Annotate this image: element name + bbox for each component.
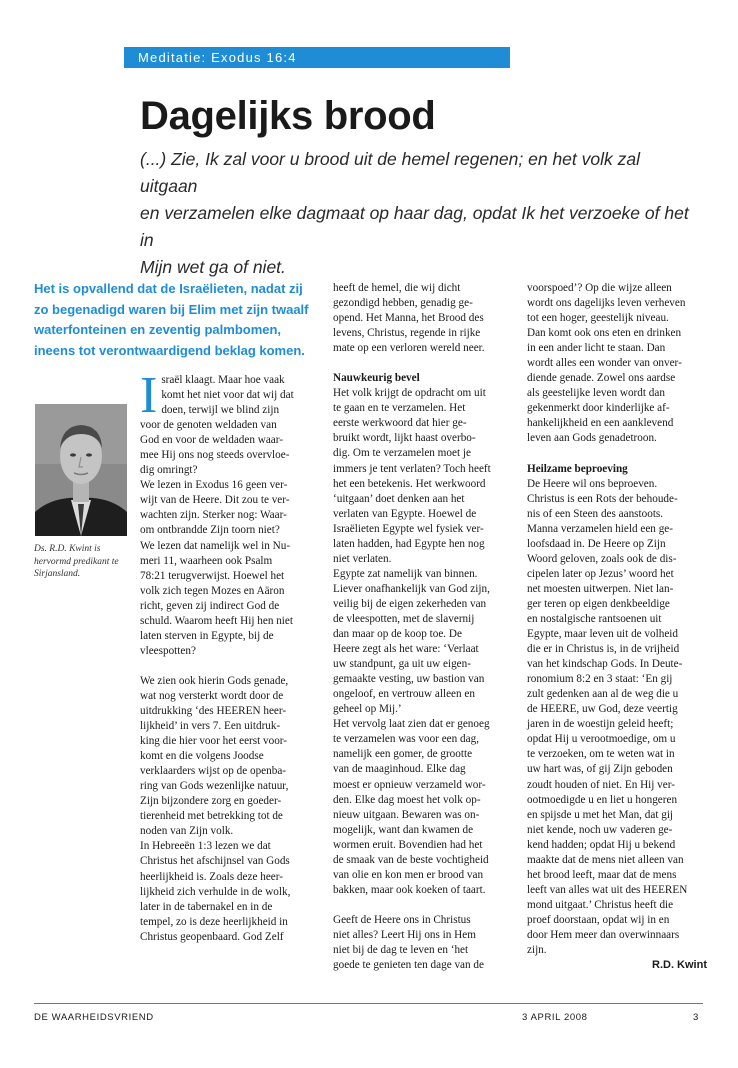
text-line: Het vervolg laat zien dat er genoeg: [333, 718, 490, 731]
text-line: komt en die volgens Joodse: [140, 750, 264, 763]
text-line: Dan komt ook ons eten en drinken: [527, 327, 682, 340]
text-line: geheel op Mij.’: [333, 703, 402, 716]
text-line: heerlijkheid is. Zoals deze heer-: [140, 870, 283, 883]
text-line: te verzamelen was voor een dag,: [333, 733, 479, 746]
text-line: wijt van de Heere. Dit zou te ver-: [140, 494, 290, 507]
text-line: verlaten van Egypte. Hoewel de: [333, 507, 477, 520]
drop-cap: I: [140, 367, 158, 424]
text-line: meri 11, waarheen ook Psalm: [140, 554, 273, 567]
text-line: God en voor de weldaden waar-: [140, 434, 283, 447]
text-line: niet bij de dag te leven en ‘het: [333, 943, 469, 956]
text-line: eerste werkwoord dat hier ge-: [333, 417, 467, 430]
text-line: wordt ons dagelijks leven verheven: [527, 297, 686, 310]
text-line: Geeft de Heere ons in Christus: [333, 913, 471, 926]
text-line: leeft van alles wat uit des HEEREN: [527, 883, 688, 896]
article-title: Dagelijks brood: [140, 94, 436, 138]
text-line: Egypte zat namelijk van binnen.: [333, 567, 478, 580]
paragraph: [527, 477, 707, 959]
text-line: ongeloof, en vertrouw alleen en: [333, 688, 475, 701]
text-line: maakte dat de mens niet alleen van: [527, 853, 684, 866]
text-line: vleespotten?: [140, 644, 196, 657]
caption-line: Sirjansland.: [34, 569, 81, 579]
page-number: 3: [693, 1012, 699, 1023]
text-line: proef doorstaan, opdat wij in en: [527, 913, 670, 926]
text-line: wat nog versterkt wordt door de: [140, 689, 284, 702]
text-line: het een betekenis. Het werkwoord: [333, 477, 486, 490]
text-line: door Hem meer dan overwinnaars: [527, 928, 680, 941]
text-line: levens, Christus, regende in rijke: [333, 327, 481, 340]
text-line: ronomium 8:2 en 3 staat: ‘En gij: [527, 673, 673, 686]
lead-line: Het is opvallend dat de Israëlieten, nadat zij: [34, 281, 303, 296]
caption-line: hervormd predikant te: [34, 556, 119, 567]
text-line: king die hier voor het eerst voor-: [140, 735, 288, 748]
text-line: In Hebreeën 1:3 lezen we dat: [140, 840, 271, 853]
article-column-2: [333, 281, 513, 973]
text-line: Christus het afschijnsel van Gods: [140, 855, 290, 868]
text-line: zoudt houden of niet. En Hij ver-: [527, 778, 675, 791]
text-line: die er in Christus is, in de vrijheid: [527, 643, 680, 656]
text-line: Israëlieten Egypte wel fysiek ver-: [333, 522, 484, 535]
subtitle-line: (...) Zie, Ik zal voor u brood uit de hemel regenen; en het volk zal uitgaan: [140, 149, 640, 196]
text-line: om ontbrandde Zijn toorn niet?: [140, 524, 280, 537]
text-line: schuld. Waarom heeft Hij hen niet: [140, 614, 293, 627]
text-line: De Heere wil ons beproeven.: [527, 477, 658, 490]
text-line: doen, terwijl we blind zijn: [161, 404, 280, 417]
text-line: namelijk een gomer, de grootte: [333, 748, 473, 761]
text-line: de HEERE, uw God, deze veertig: [527, 703, 678, 716]
text-line: noden van Zijn volk.: [140, 825, 234, 838]
text-line: Christus is een Rots der behoude-: [527, 492, 678, 505]
text-line: bruikt wordt, lijkt haast overbo-: [333, 432, 476, 445]
text-line: den. Elke dag moest het volk op-: [333, 793, 481, 806]
author-portrait-illustration: [35, 404, 127, 536]
text-line: dig. Om te verzamelen moet je: [333, 447, 471, 460]
text-line: loofsdaad in. De Heere op Zijn: [527, 537, 666, 550]
text-line: laten sterven in Egypte, bij de: [140, 629, 274, 642]
text-line: moest er opnieuw verzameld wor-: [333, 778, 486, 791]
text-line: wordt alles een wonder van onver-: [527, 357, 682, 370]
text-line: gezondigd hebben, genadig ge-: [333, 297, 473, 310]
text-line: diende genade. Zowel ons aardse: [527, 372, 676, 385]
text-line: als geestelijke leven wordt dan: [527, 387, 665, 400]
text-line: Liever onafhankelijk van God zijn,: [333, 582, 490, 595]
text-line: mogelijk, want dan kwamen de: [333, 823, 474, 836]
text-line: voorspoed’? Op die wijze alleen: [527, 282, 672, 294]
text-line: We lezen in Exodus 16 geen ver-: [140, 479, 288, 492]
paragraph: [333, 913, 513, 973]
paragraph: [333, 386, 513, 898]
footer-date: 3 APRIL 2008: [522, 1012, 588, 1023]
text-line: niet kende, noch uw vaderen ge-: [527, 823, 673, 836]
text-line: kend hadden; opdat Hij u bekend: [527, 838, 676, 851]
text-line: zijn.: [527, 944, 547, 957]
text-line: ootmoedigde u en liet u hongeren: [527, 793, 678, 806]
text-line: Manna verzamelen hield een ge-: [527, 522, 673, 535]
text-line: tierenheid met betrekking tot de: [140, 810, 283, 823]
text-line: te verzoeken, om te weten wat in: [527, 748, 675, 761]
text-line: ring van Gods wezenlijke natuur,: [140, 780, 289, 793]
text-line: laten hadden, had Egypte hen nog: [333, 537, 485, 550]
text-line: Egypte, maar leven uit de volheid: [527, 628, 678, 641]
text-line: 78:21 terugverwijst. Hoewel het: [140, 569, 285, 582]
text-line: heeft de hemel, die wij dicht: [333, 282, 461, 294]
text-line: We lezen dat namelijk wel in Nu-: [140, 539, 291, 552]
text-line: komt het niet voor dat wij dat: [161, 389, 294, 402]
text-line: Het volk krijgt de opdracht om uit: [333, 387, 486, 400]
text-line: tempel, zo is deze heerlijkheid in: [140, 915, 288, 928]
text-line: We zien ook hierin Gods genade,: [140, 674, 289, 687]
paragraph: [140, 367, 318, 659]
text-line: van olie en kon men er brood van: [333, 868, 484, 881]
author-signature: R.D. Kwint: [652, 959, 707, 972]
text-line: niet verlaten.: [333, 552, 392, 565]
article-column-1: [140, 367, 318, 945]
text-line: ger teren op eigen denkbeeldige: [527, 597, 670, 610]
text-line: gekenmerkt door kinderlijke af-: [527, 402, 670, 415]
text-line: tot een hoger, geestelijk niveau.: [527, 312, 669, 325]
text-line: hankelijkheid en een aanklevend: [527, 417, 674, 430]
text-line: verklaarders wijst op de openba-: [140, 765, 287, 778]
text-line: en spijsde u met het Man, dat gij: [527, 808, 674, 821]
text-line: wormen eruit. Bovendien had het: [333, 838, 483, 851]
text-line: Zijn bijzondere zorg en goeder-: [140, 795, 282, 808]
text-line: richt, geven zij indirect God de: [140, 599, 280, 612]
text-line: nieuw uitgaan. Bewaren was on-: [333, 808, 480, 821]
text-line: nis of een Steen des aanstoots.: [527, 507, 664, 520]
text-line: mee Hij ons nog steeds overvloe-: [140, 449, 290, 462]
text-line: ‘uitgaan’ doet denken aan het: [333, 492, 465, 505]
section-heading: Nauwkeurig bevel: [333, 372, 420, 385]
lead-line: waterfonteinen en zeventig palmbomen,: [34, 322, 282, 337]
text-line: bakken, maar ook koeken of taart.: [333, 883, 486, 896]
paragraph: [527, 281, 707, 447]
text-line: lijkheid’ in vers 7. Een uitdruk-: [140, 720, 281, 733]
lead-paragraph: [34, 279, 324, 361]
text-line: de smaak van de beste vochtigheid: [333, 853, 489, 866]
photo-caption: [34, 543, 130, 581]
text-line: wachten zijn. Sterker nog: Waar-: [140, 509, 287, 522]
caption-line: Ds. R.D. Kwint is: [34, 544, 101, 554]
text-line: goede te genieten ten dage van de: [333, 959, 484, 972]
text-line: dan maar op de koop toe. De: [333, 628, 462, 641]
text-line: Christus geopenbaard. God Zelf: [140, 930, 284, 943]
text-line: van de maaginhoud. Elke dag: [333, 763, 466, 776]
section-label: Meditatie: Exodus 16:4: [138, 50, 297, 65]
text-line: te gaan en te verzamelen. Het: [333, 402, 466, 415]
subtitle-line: en verzamelen elke dagmaat op haar dag, opdat Ik het verzoeke of het in: [140, 203, 689, 250]
text-line: net moesten uitwerpen. Niet lan-: [527, 582, 674, 595]
text-line: dig omringt?: [140, 464, 198, 477]
text-line: voor de genoten weldaden van: [140, 419, 277, 432]
footer-rule: [34, 1003, 703, 1004]
text-line: van het kindschap Gods. In Deute-: [527, 658, 683, 671]
text-line: immers je tent verlaten? Toch heeft: [333, 462, 491, 475]
lead-line: ineens tot verontwaardigend beklag komen.: [34, 342, 305, 358]
text-line: cipelen later op Jezus’ woord het: [527, 567, 674, 580]
paragraph: [140, 674, 318, 945]
article-subtitle: [140, 146, 700, 281]
text-line: sraël klaagt. Maar hoe vaak: [161, 374, 285, 386]
article-column-3: [527, 281, 707, 973]
lead-line: zo begenadigd waren bij Elim met zijn twaalf: [34, 301, 309, 317]
text-line: jaren in de woestijn geleid heeft;: [527, 718, 674, 731]
text-line: opend. Het Manna, het Brood des: [333, 312, 484, 325]
section-banner: [124, 47, 510, 68]
text-line: niet alles? Leert Hij ons in Hem: [333, 928, 476, 941]
text-line: het brood leeft, maar dat de mens: [527, 868, 677, 881]
text-line: veilig bij de eigen zekerheden van: [333, 597, 487, 610]
text-line: volk zich tegen Mozes en Aäron: [140, 584, 285, 597]
subtitle-line: Mijn wet ga of niet.: [140, 257, 286, 277]
text-line: opdat Hij u verootmoedige, om u: [527, 733, 676, 746]
text-line: zult gedenken aan al de weg die u: [527, 688, 679, 701]
paragraph: [333, 281, 513, 356]
text-line: uitdrukking ‘des HEEREN heer-: [140, 704, 287, 717]
author-photo: [35, 404, 127, 536]
footer-publication: DE WAARHEIDSVRIEND: [34, 1012, 154, 1023]
text-line: Woord geloven, zoals ook de dis-: [527, 552, 677, 565]
text-line: gemaakte vesting, uw bastion van: [333, 673, 485, 686]
text-line: in een ander licht te staan. Dan: [527, 342, 666, 355]
text-line: en nostalgische rantsoenen uit: [527, 612, 662, 625]
text-line: Heere zegt als het ware: ‘Verlaat: [333, 643, 479, 656]
text-line: later in de tabernakel en in de: [140, 900, 273, 913]
text-line: de vleespotten, met de slavernij: [333, 612, 475, 625]
text-line: uw standpunt, ga uit uw eigen-: [333, 658, 471, 671]
text-line: lijkheid zich verhulde in de wolk,: [140, 885, 291, 898]
section-heading: Heilzame beproeving: [527, 462, 628, 475]
text-line: mate op een verloren wereld neer.: [333, 342, 485, 355]
text-line: mond uitgaat.’ Christus heeft die: [527, 898, 674, 911]
text-line: uw hart was, of gij Zijn geboden: [527, 763, 673, 776]
text-line: leven aan Gods genadetroon.: [527, 432, 657, 445]
